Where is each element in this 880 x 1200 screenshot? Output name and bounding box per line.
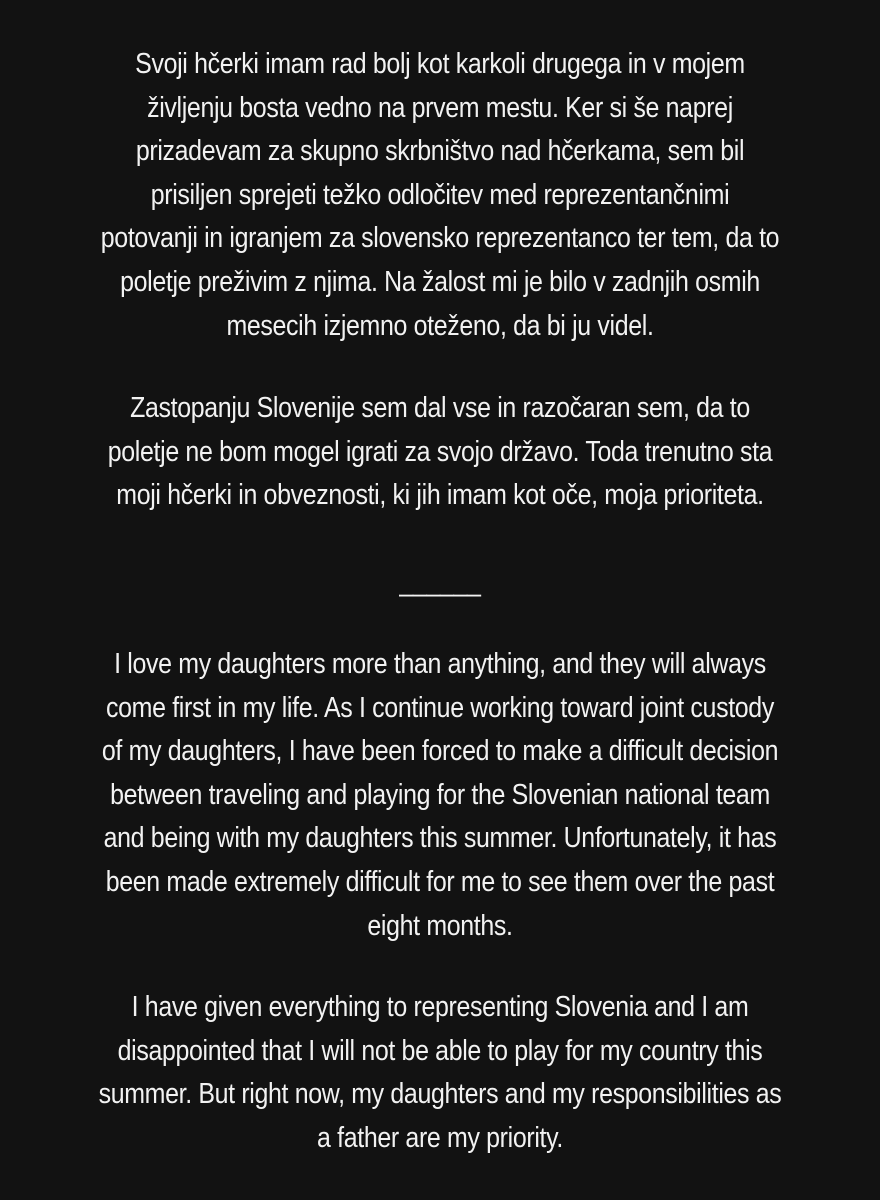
text-line: and being with my daughters this summer. Unfortunately, it has: [103, 822, 777, 855]
text-line: of my daughters, I have been forced to make a difficult decision: [101, 735, 779, 768]
english-paragraph-1: [0, 643, 880, 948]
text-line: poletje preživim z njima. Na žalost mi je bilo v zadnjih osmih: [120, 265, 760, 298]
text-line: eight months.: [367, 909, 513, 942]
slovenian-paragraph-1: [0, 43, 880, 348]
text-line: I love my daughters more than anything, and they will always: [114, 648, 766, 680]
text-line: Svoji hčerki imam rad bolj kot karkoli drugega in v mojem: [135, 48, 745, 80]
english-paragraph-2: [0, 986, 880, 1160]
text-line: been made extremely difficult for me to see them over the past: [105, 865, 775, 898]
text-line: potovanji in igranjem za slovensko reprezentanco ter tem, da to: [100, 222, 780, 255]
text-line: between traveling and playing for the Slovenian national team: [110, 778, 770, 811]
text-line: Zastopanju Slovenije sem dal vse in razočaran sem, da to: [130, 392, 750, 424]
text-line: disappointed that I will not be able to play for my country this: [117, 1034, 763, 1067]
slovenian-paragraph-2: [0, 387, 880, 518]
text-line: moji hčerki in obveznosti, ki jih imam kot oče, moja prioriteta.: [116, 479, 764, 512]
text-line: I have given everything to representing Slovenia and I am: [131, 991, 749, 1023]
text-line: življenju bosta vedno na prvem mestu. Ker si še naprej: [147, 91, 733, 124]
text-line: prizadevam za skupno skrbništvo nad hčerkama, sem bil: [135, 135, 745, 168]
text-line: a father are my priority.: [317, 1121, 563, 1154]
section-divider: [0, 561, 880, 605]
divider-text: ______: [399, 566, 481, 598]
text-line: prisiljen sprejeti težko odločitev med reprezentančnimi: [150, 178, 730, 211]
text-line: come first in my life. As I continue working toward joint custody: [106, 691, 774, 724]
text-line: summer. But right now, my daughters and my responsibilities as: [98, 1078, 782, 1111]
text-line: mesecih izjemno oteženo, da bi ju videl.: [226, 309, 654, 342]
text-line: poletje ne bom mogel igrati za svojo državo. Toda trenutno sta: [107, 435, 773, 468]
